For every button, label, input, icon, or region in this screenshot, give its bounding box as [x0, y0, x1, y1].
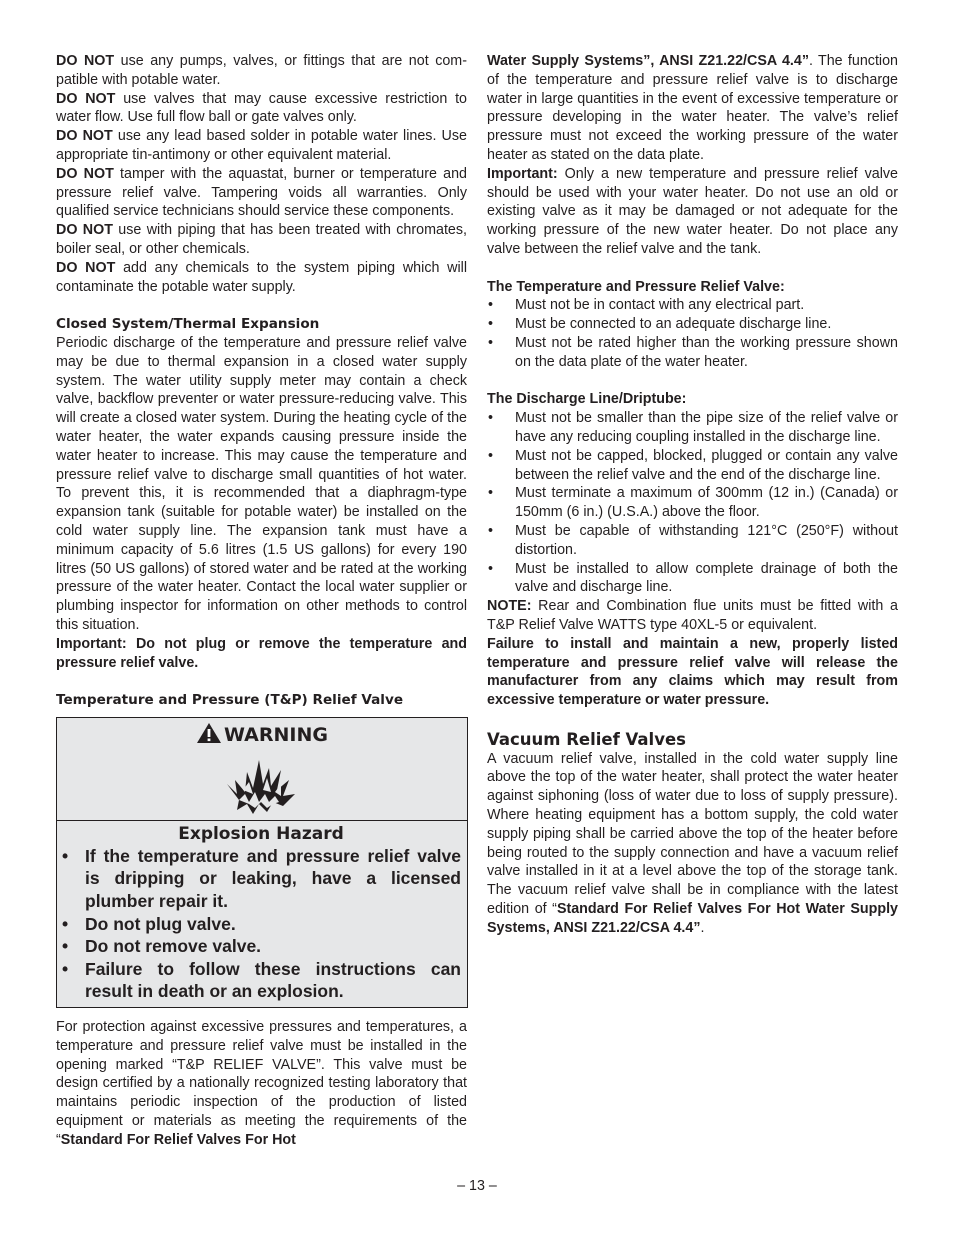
tp-relief-heading: Temperature and Pressure (T&P) Relief Valve	[56, 692, 404, 709]
closed-system-heading: Closed System/Thermal Expansion	[56, 316, 320, 333]
list-item: • Must not be smaller than the pipe size of the relief valve or have any reducing coupling installed in the discharge line.	[487, 409, 898, 447]
failure-warning-text: Failure to install and maintain a new, properly listed temperature and pressure relief valve will release the manufacturer from any claims which may result from excessive temperature or water pressure.	[487, 635, 898, 709]
warning-title: WARNING	[224, 723, 328, 746]
right-column	[487, 52, 898, 938]
left-column	[56, 52, 467, 1150]
explosion-icon	[223, 754, 299, 816]
list-item: • Must be capable of withstanding 121°C (250°F) without distortion.	[487, 522, 898, 560]
do-not-item: DO NOT use valves that may cause excessive restriction to water flow. Use full flow ball or gate valves only.	[56, 90, 467, 126]
warning-item: • If the temperature and pressure relief valve is dripping or leaking, have a licensed plumber repair it.	[61, 845, 461, 913]
do-not-item: DO NOT use with piping that has been treated with chromates, boiler seal, or other chemicals.	[56, 222, 467, 257]
warning-item: • Do not plug valve.	[61, 913, 461, 936]
discharge-line-heading: The Discharge Line/Driptube:	[487, 391, 687, 408]
list-item: • Must be installed to allow complete drainage of both the valve and discharge line.	[487, 560, 898, 598]
important-text: Important: Only a new temperature and pressure relief valve should be used with your water heater. Do not use an old or existing valve as it may be damaged or not adequate for the working pressure of the new water heater. Do not place any valve between the relief valve and the tank.	[487, 165, 898, 257]
page-number: – 13 –	[457, 1178, 497, 1194]
do-not-list	[56, 52, 467, 296]
list-item: • Must terminate a maximum of 300mm (12 in.) (Canada) or 150mm (6 in.) (U.S.A.) above the floor.	[487, 484, 898, 522]
note-text: NOTE: Rear and Combination flue units must be fitted with a T&P Relief Valve WATTS type 40XL-5 or equivalent.	[487, 598, 898, 633]
list-item: • Must not be in contact with any electrical part.	[487, 296, 898, 315]
do-not-item: DO NOT add any chemicals to the system piping which will contaminate the potable water supply.	[56, 259, 467, 295]
warning-header	[57, 718, 467, 821]
tp-valve-heading: The Temperature and Pressure Relief Valve:	[487, 278, 785, 295]
protection-text: For protection against excessive pressures and temperatures, a temperature and pressure relief valve must be installed in the opening marked “T&P RELIEF VALVE”. This valve must be design certified by a nationally recognized testing laboratory that maintains periodic inspection of the production of listed equipment or materials as meeting the requirements of the “Standard For Relief Valves For Hot	[56, 1019, 467, 1148]
do-not-item: DO NOT use any pumps, valves, or fittings that are not compatible with potable water.	[56, 53, 467, 88]
warning-item: • Do not remove valve.	[61, 935, 461, 958]
list-item: • Must not be capped, blocked, plugged or contain any valve between the relief valve and the end of the discharge line.	[487, 447, 898, 485]
vacuum-relief-text: A vacuum relief valve, installed in the cold water supply line above the top of the water heater, shall protect the water heater against siphoning (loss of water due to loss of supply pressure). Where heating equipment has a bottom supply, the cold water supply piping shall be carried above the top of the heater before being routed to the supply connection and have a vacuum relief valve installed in it at a level above the top of the storage tank. The vacuum relief valve shall be in compliance with the latest edition of “Standard For Relief Valves For Hot Water Supply Systems, ANSI Z21.22/CSA 4.4”.	[487, 750, 898, 936]
warning-triangle-icon	[196, 722, 222, 744]
vacuum-relief-heading: Vacuum Relief Valves	[487, 729, 686, 749]
do-not-item: DO NOT tamper with the aquastat, burner or temperature and pressure relief valve. Tampering voids all warranties. Only qualified service technicians should service these components.	[56, 165, 467, 220]
discharge-line-list	[487, 409, 898, 597]
warning-box	[56, 717, 468, 1008]
hazard-title: Explosion Hazard	[178, 823, 344, 844]
do-not-item: DO NOT use any lead based solder in potable water lines. Use appropriate tin-antimony or other equivalent material.	[56, 128, 467, 163]
closed-system-text: Periodic discharge of the temperature and pressure relief valve may be due to thermal expansion in a closed water supply system. The water utility supply meter may contain a check valve, backflow preventer or water pressure-reducing valve. This will create a closed water system. During the heating cycle of the water heater, the water expands causing pressure inside the water heater to increase. This may cause the temperature and pressure relief valve to discharge small quantities of hot water. To prevent this, it is recommended that a diaphragm-type expansion tank (suitable for potable water) be installed on the cold water supply line. The expansion tank must have a minimum capacity of 5.6 litres (1.5 US gallons) for every 190 litres (50 US gallons) of stored water and be rated at the working pressure of the water heater. Contact the local water supplier or plumbing inspector for information on other methods to control this situation.	[56, 334, 467, 633]
warning-list	[61, 845, 461, 1003]
list-item: • Must be connected to an adequate discharge line.	[487, 315, 898, 334]
list-item: • Must not be rated higher than the working pressure shown on the data plate of the water heater.	[487, 334, 898, 372]
closed-system-important: Important: Do not plug or remove the temperature and pressure relief valve.	[56, 635, 467, 671]
tp-valve-list	[487, 296, 898, 371]
tp-valve-function-text: Water Supply Systems”, ANSI Z21.22/CSA 4.4”. The function of the temperature and pressure relief valve is to discharge water in large quantities in the event of excessive temperature or pressure developing in the water heater. The valve’s relief pressure must not exceed the working pressure of the water heater as stated on the data plate.	[487, 53, 898, 163]
warning-item: • Failure to follow these instructions can result in death or an explosion.	[61, 958, 461, 1003]
